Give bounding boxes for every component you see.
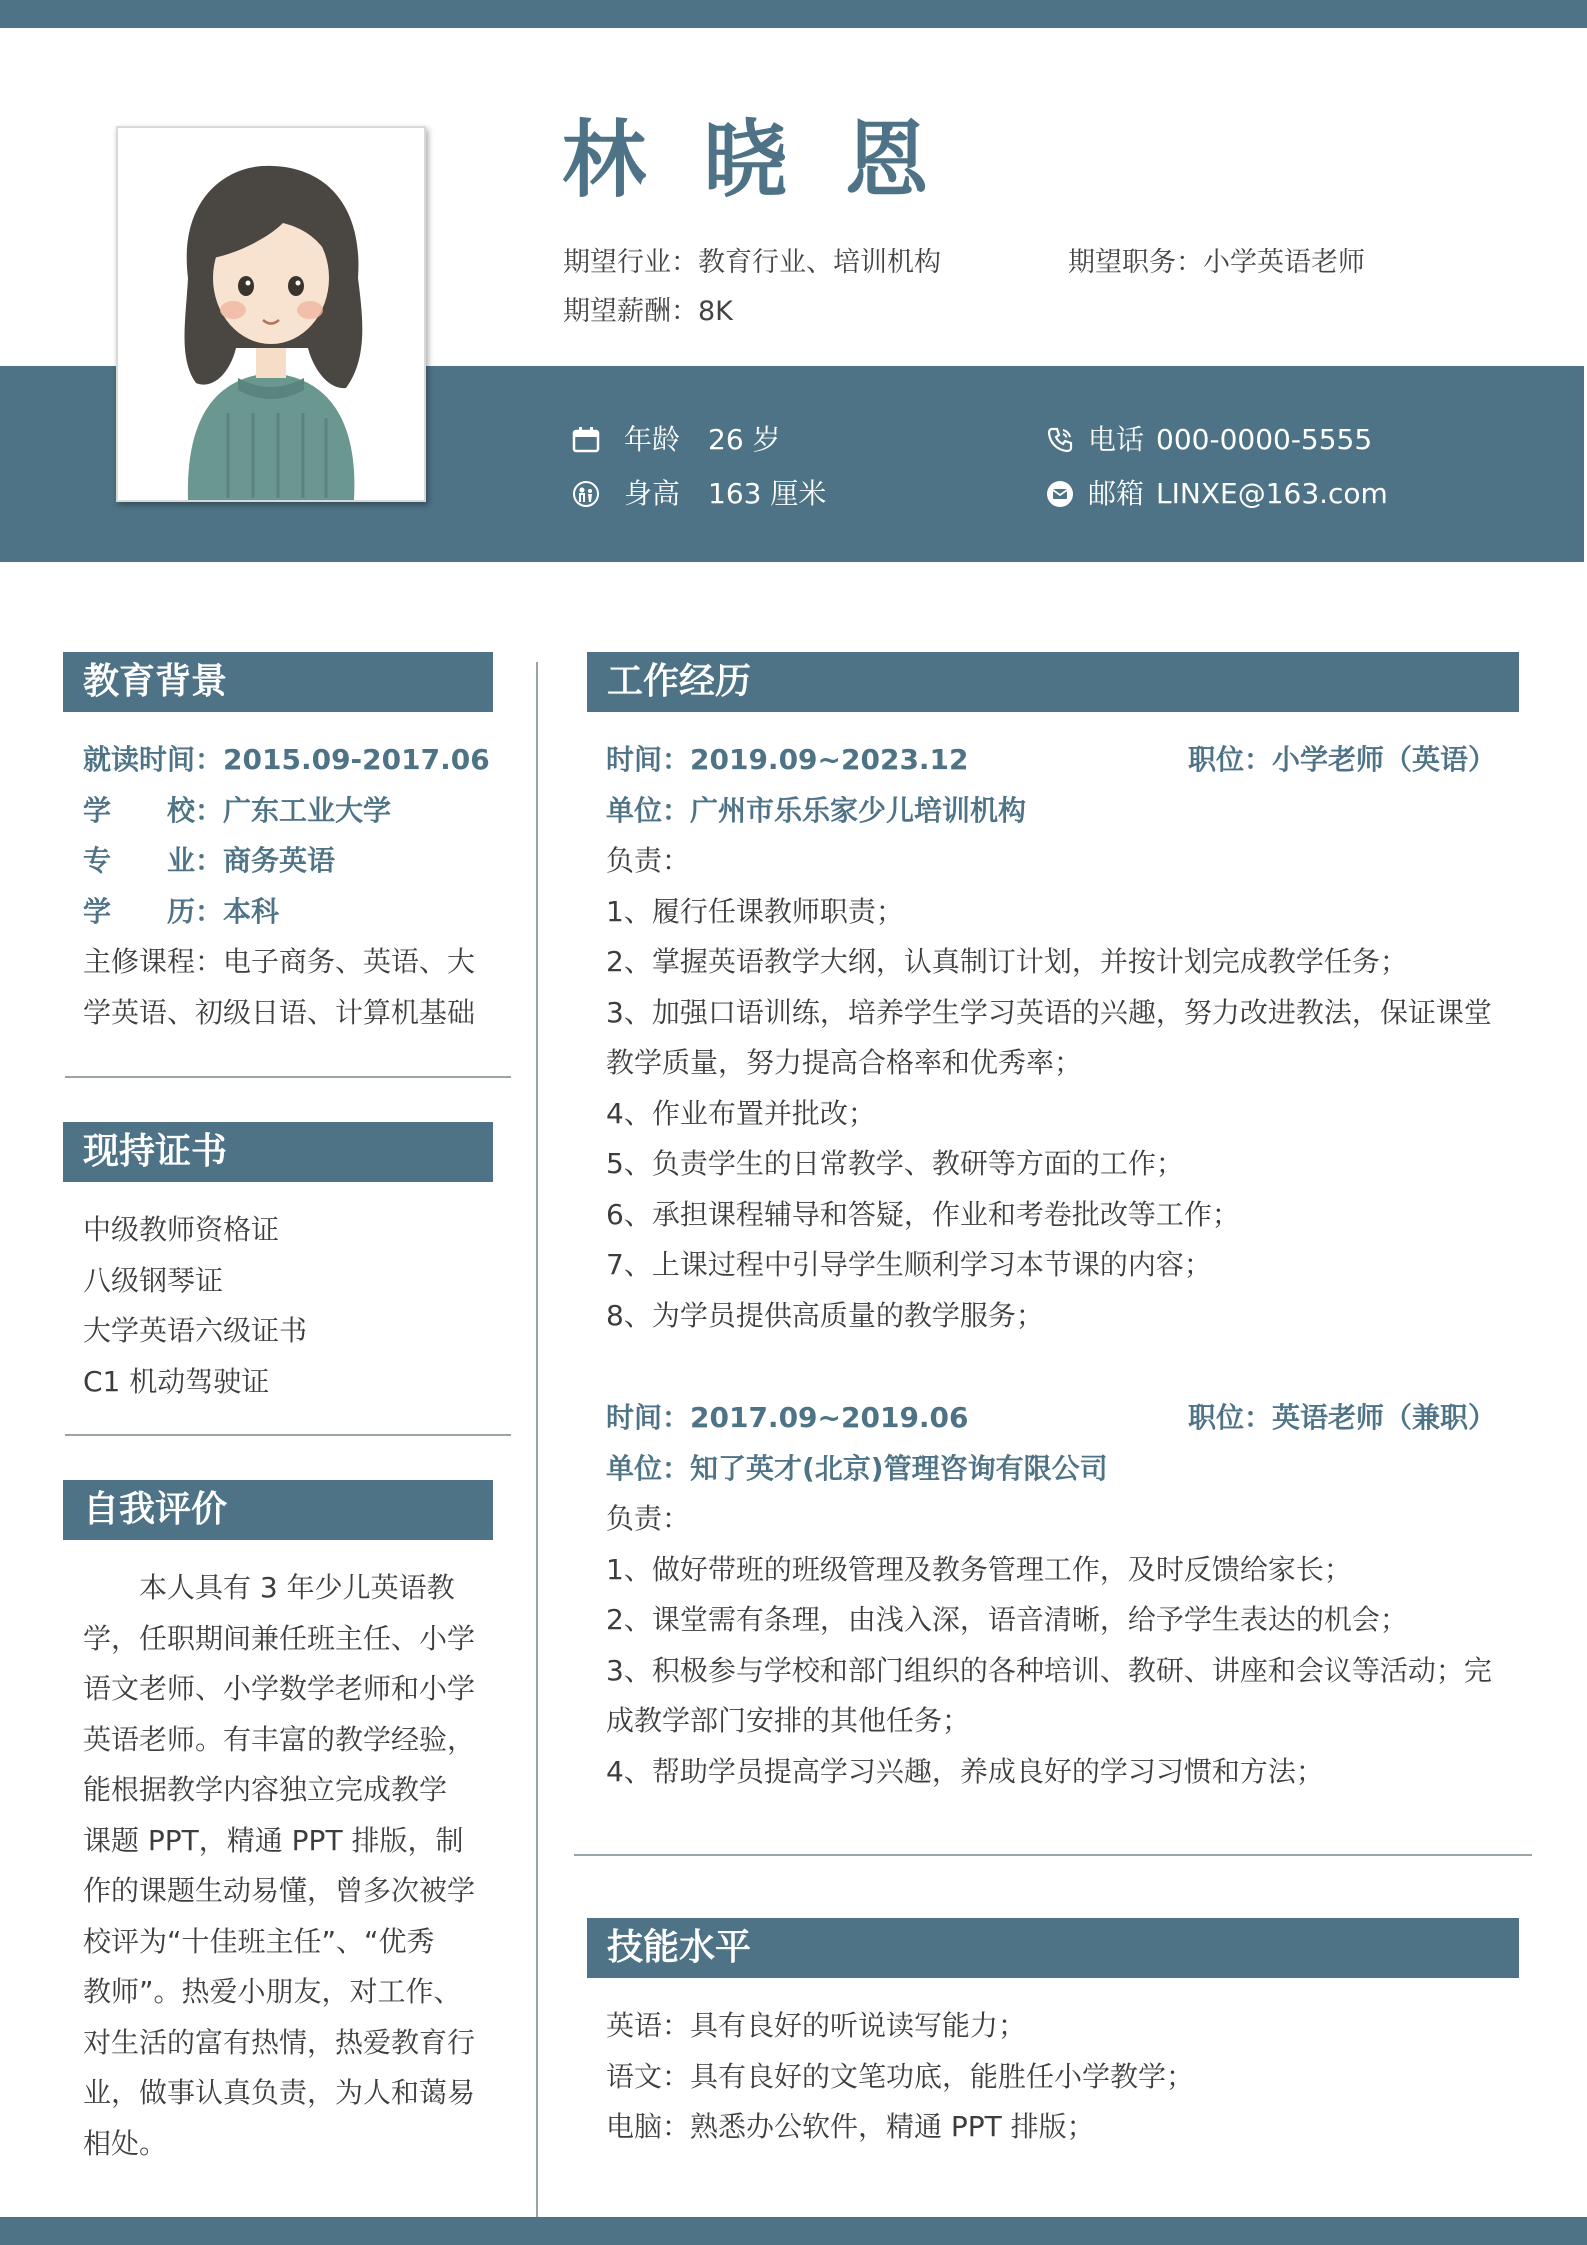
- self-eval-line: 学，任职期间兼任班主任、小学: [83, 1621, 476, 1655]
- job-entry: [606, 735, 1496, 1341]
- info-email: [1046, 477, 1388, 510]
- education-time: 就读时间：2015.09-2017.06: [83, 743, 490, 776]
- height-icon: [572, 480, 600, 508]
- self-evaluation-text: [83, 1563, 483, 2169]
- job-position: 职位：英语老师（兼职）: [1187, 1401, 1496, 1434]
- job-duty-line: 1、做好带班的班级管理及教务管理工作，及时反馈给家长；: [606, 1552, 1352, 1586]
- self-eval-line: 能根据教学内容独立完成教学: [83, 1773, 448, 1806]
- certificate-item: 八级钢琴证: [83, 1263, 224, 1297]
- section-title-work: 工作经历: [587, 652, 1519, 712]
- column-divider: [536, 662, 538, 2217]
- avatar-illustration: [118, 128, 424, 500]
- skills-list: [606, 2001, 1496, 2153]
- expected-industry-value: 教育行业、培训机构: [698, 247, 941, 278]
- age-value: 26 岁: [708, 423, 781, 456]
- education-courses-line: 主修课程：电子商务、英语、大: [83, 945, 476, 978]
- self-eval-line: 校评为“十佳班主任”、“优秀: [83, 1924, 435, 1958]
- job-company: 单位：知了英才(北京)管理咨询有限公司: [606, 1451, 1108, 1485]
- job-entry: [606, 1393, 1496, 1797]
- expected-salary-value: 8K: [698, 296, 733, 327]
- self-eval-line: 课题 PPT，精通 PPT 排版，制: [83, 1823, 464, 1857]
- phone-icon: [1046, 426, 1074, 454]
- self-eval-line: 教师”。热爱小朋友，对工作、: [83, 1975, 462, 2008]
- education-degree: 学 历：本科: [83, 894, 280, 928]
- section-title-self-evaluation: 自我评价: [63, 1480, 493, 1540]
- certificates-list: [83, 1205, 503, 1407]
- expected-position-value: 小学英语老师: [1203, 247, 1365, 278]
- self-eval-line: 语文老师、小学数学老师和小学: [83, 1672, 476, 1705]
- job-duty-line: 2、课堂需有条理，由浅入深，语音清晰，给予学生表达的机会；: [606, 1603, 1408, 1636]
- mail-icon: [1046, 480, 1074, 508]
- education-major: 专 业：商务英语: [83, 844, 336, 877]
- self-eval-line: 业，做事认真负责，为人和蔼易: [83, 2076, 476, 2109]
- job-duty-line: 6、承担课程辅导和答疑，作业和考卷批改等工作；: [606, 1197, 1240, 1231]
- job-duty-line: 3、加强口语训练，培养学生学习英语的兴趣，努力改进教法，保证课堂: [606, 995, 1492, 1029]
- certificate-item: 中级教师资格证: [83, 1213, 280, 1246]
- job-duty-line: 5、负责学生的日常教学、教研等方面的工作；: [606, 1147, 1184, 1180]
- education-block: [83, 735, 503, 1038]
- phone-value: 000-0000-5555: [1156, 423, 1373, 456]
- self-eval-line: 本人具有 3 年少儿英语教: [139, 1571, 455, 1604]
- avatar: [116, 126, 426, 502]
- certificate-item: 大学英语六级证书: [83, 1314, 308, 1347]
- info-height: [572, 477, 827, 510]
- job-time-row: [606, 1393, 1496, 1444]
- skill-item: 语文：具有良好的文笔功底，能胜任小学教学；: [606, 2059, 1195, 2093]
- job-duty-label: 负责：: [606, 1502, 691, 1535]
- expected-position-label: 期望职务：: [1068, 247, 1203, 278]
- section-title-skills: 技能水平: [587, 1918, 1519, 1978]
- self-eval-line: 英语老师。有丰富的教学经验，: [83, 1722, 476, 1756]
- job-duty-label: 负责：: [606, 844, 691, 877]
- section-divider: [574, 1854, 1532, 1856]
- bottom-accent-bar: [0, 2217, 1587, 2245]
- education-courses-line: 学英语、初级日语、计算机基础: [83, 995, 476, 1029]
- job-time: 时间：2019.09~2023.12: [606, 743, 969, 776]
- job-position: 职位：小学老师（英语）: [1187, 743, 1496, 776]
- job-duty-line: 成教学部门安排的其他任务；: [606, 1704, 971, 1737]
- height-value: 163 厘米: [708, 477, 827, 510]
- self-eval-line: 相处。: [83, 2126, 168, 2160]
- section-divider: [65, 1076, 511, 1078]
- info-phone: [1046, 423, 1373, 456]
- email-value: LINXE@163.com: [1156, 477, 1388, 510]
- self-eval-line: 作的课题生动易懂，曾多次被学: [83, 1874, 476, 1907]
- job-time: 时间：2017.09~2019.06: [606, 1401, 969, 1434]
- job-company: 单位：广州市乐乐家少儿培训机构: [606, 793, 1027, 827]
- certificate-item: C1 机动驾驶证: [83, 1364, 270, 1398]
- job-duty-line: 教学质量，努力提高合格率和优秀率；: [606, 1046, 1083, 1079]
- job-time-row: [606, 735, 1496, 786]
- expected-salary: [563, 298, 733, 325]
- expected-industry: [563, 249, 941, 276]
- job-duty-line: 8、为学员提供高质量的教学服务；: [606, 1298, 1044, 1332]
- phone-label: 电话: [1088, 423, 1145, 456]
- age-label: 年龄: [624, 423, 681, 456]
- info-age: [572, 423, 781, 456]
- job-duty-line: 3、积极参与学校和部门组织的各种培训、教研、讲座和会议等活动；完: [606, 1653, 1492, 1687]
- candidate-name: 林 晓 恩: [562, 111, 943, 209]
- job-duty-line: 4、帮助学员提高学习兴趣，养成良好的学习习惯和方法；: [606, 1754, 1324, 1788]
- top-accent-bar: [0, 0, 1587, 28]
- job-duty-line: 4、作业布置并批改；: [606, 1096, 876, 1130]
- skill-item: 电脑：熟悉办公软件，精通 PPT 排版；: [606, 2110, 1095, 2143]
- height-label: 身高: [624, 477, 681, 510]
- expected-industry-label: 期望行业：: [563, 247, 698, 278]
- education-school: 学 校：广东工业大学: [83, 793, 392, 827]
- email-label: 邮箱: [1088, 477, 1145, 510]
- job-duty-line: 1、履行任课教师职责；: [606, 894, 904, 928]
- job-duty-line: 2、掌握英语教学大纲，认真制订计划，并按计划完成教学任务；: [606, 945, 1408, 978]
- section-title-education: 教育背景: [63, 652, 493, 712]
- expected-position: [1068, 249, 1365, 276]
- section-title-certificates: 现持证书: [63, 1122, 493, 1182]
- job-duty-line: 7、上课过程中引导学生顺利学习本节课的内容；: [606, 1248, 1212, 1281]
- self-eval-line: 对生活的富有热情，热爱教育行: [83, 2025, 476, 2059]
- expected-salary-label: 期望薪酬：: [563, 296, 698, 327]
- skill-item: 英语：具有良好的听说读写能力；: [606, 2009, 1027, 2042]
- calendar-icon: [572, 426, 600, 454]
- section-divider: [65, 1434, 511, 1436]
